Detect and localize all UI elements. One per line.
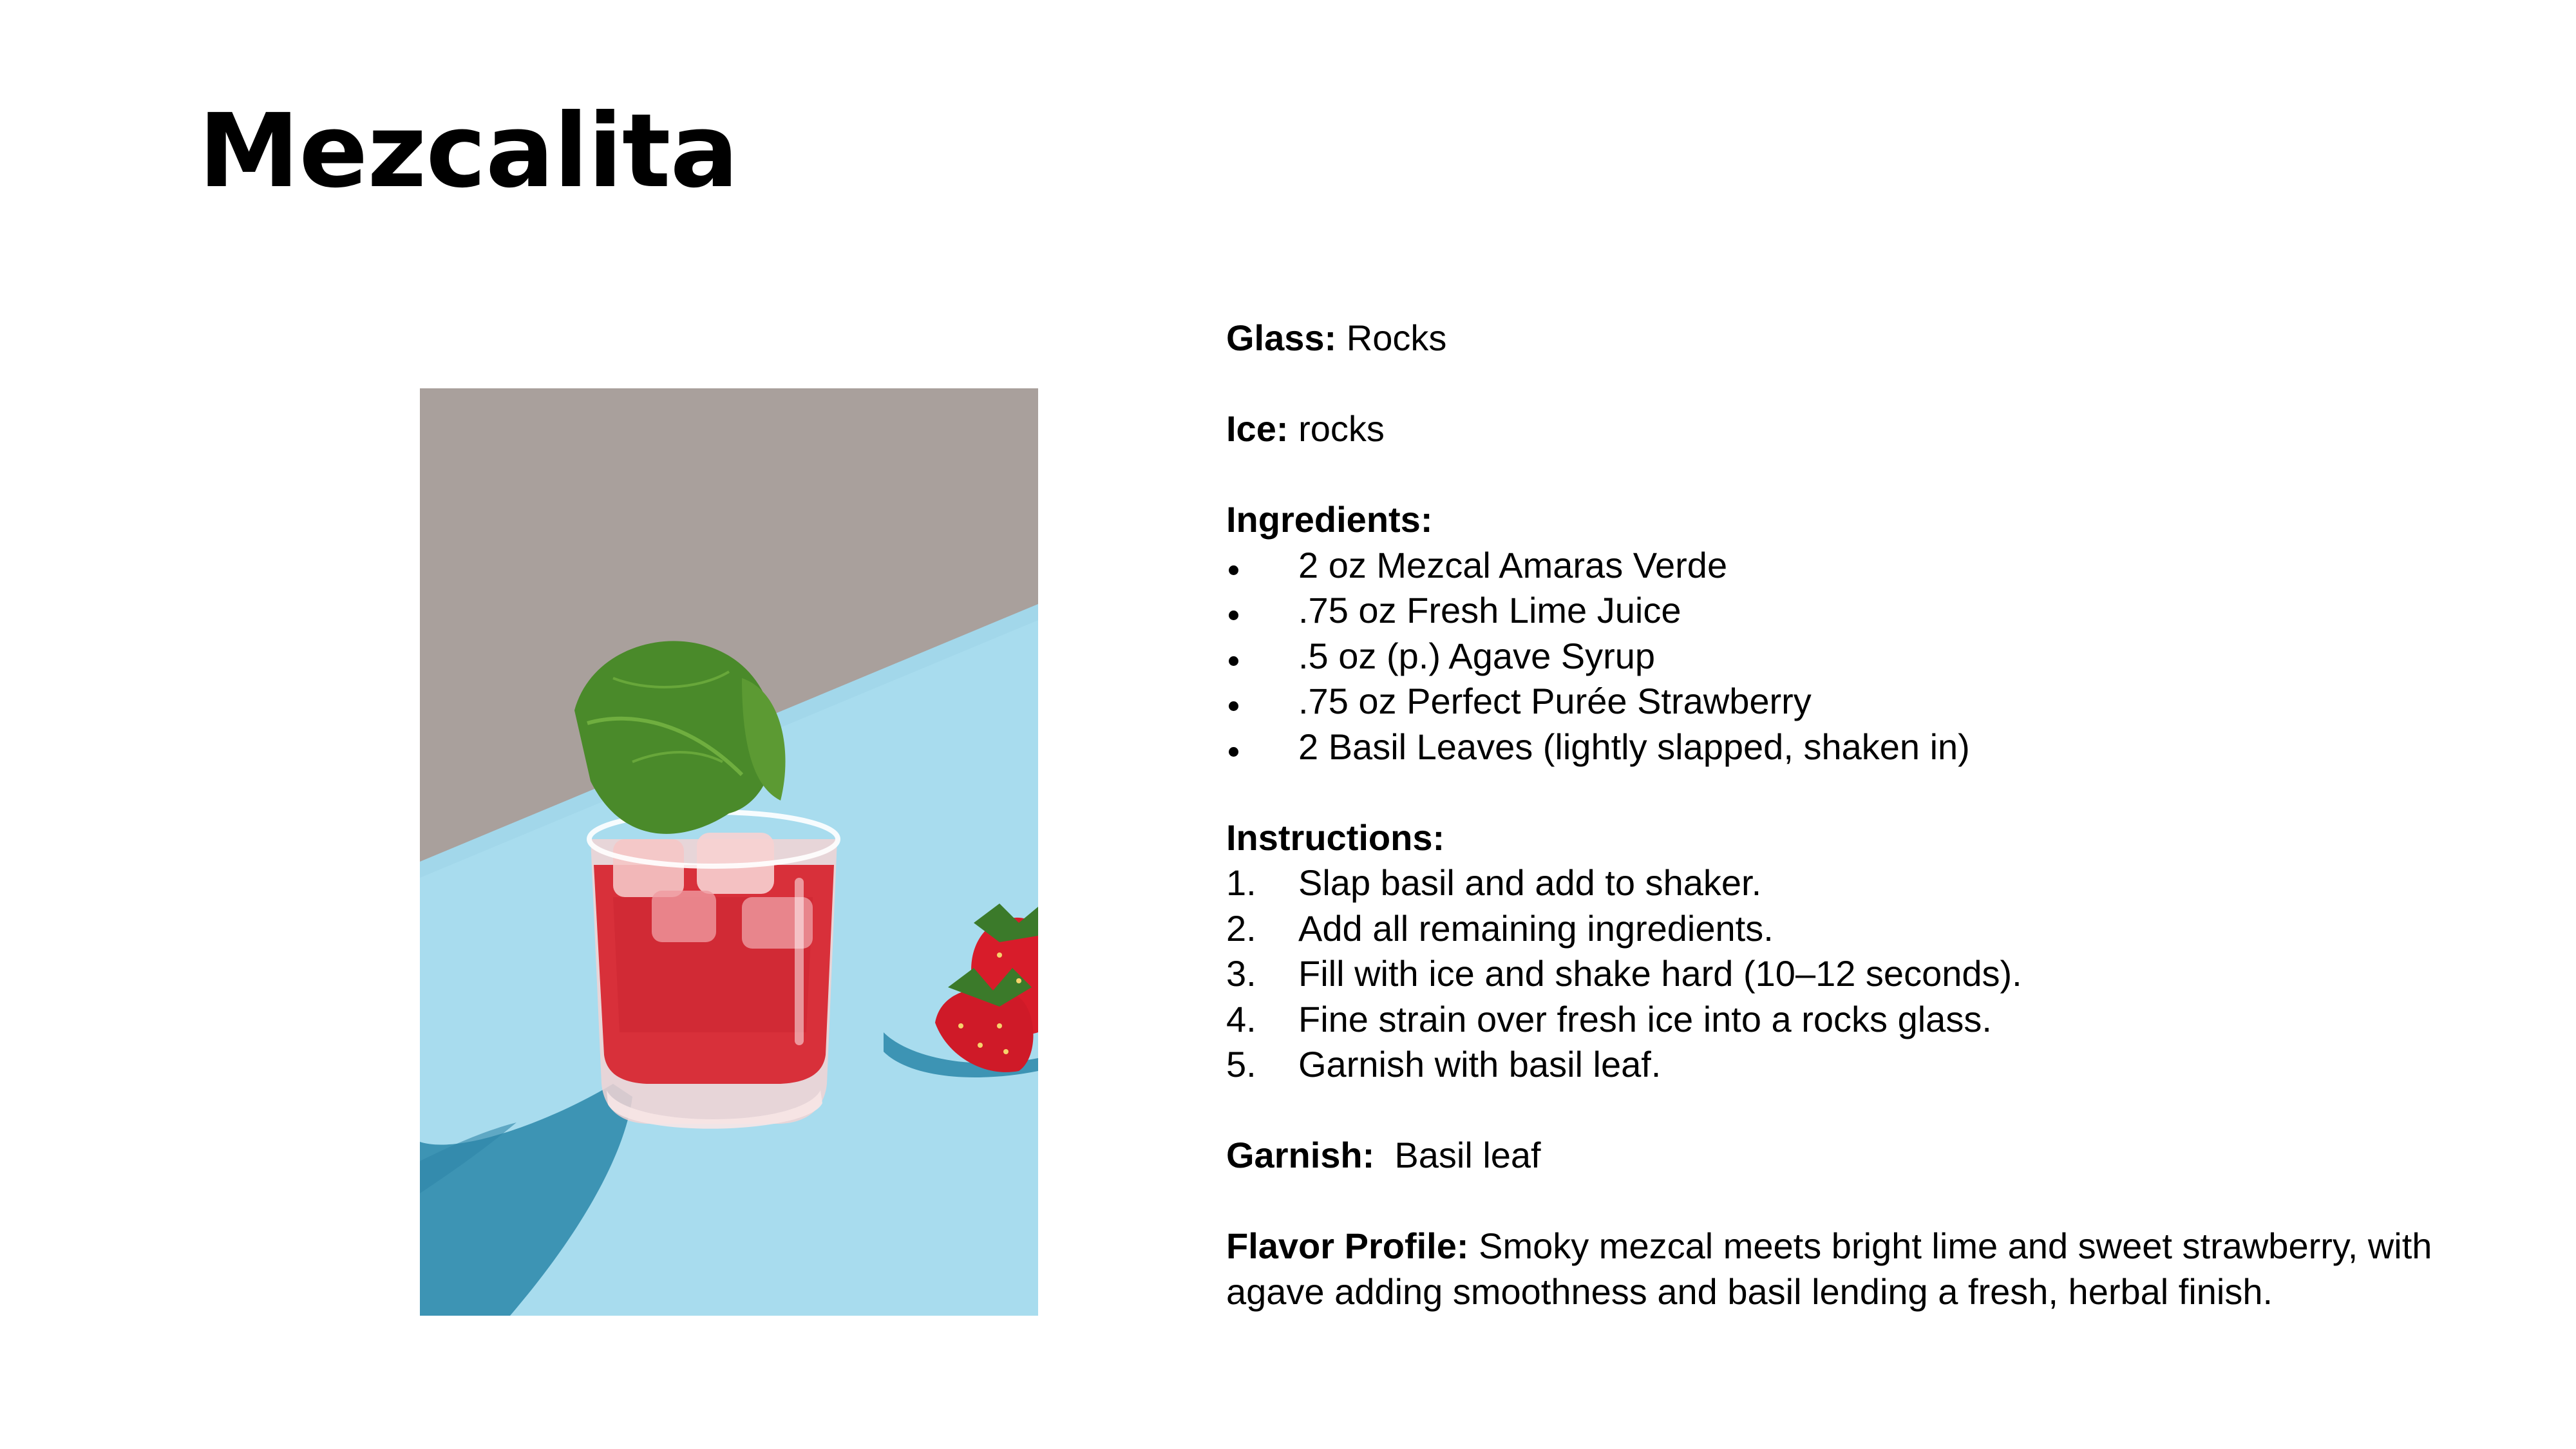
instruction-step: 5. Garnish with basil leaf.	[1226, 1042, 2450, 1088]
flavor-profile	[1226, 1224, 2450, 1314]
instruction-step: 1. Slap basil and add to shaker.	[1226, 860, 2450, 906]
ingredients-list	[1226, 543, 2450, 770]
cocktail-photo-illustration	[420, 388, 1038, 1316]
ice-label: Ice:	[1226, 408, 1289, 449]
bullet-icon	[1229, 565, 1238, 575]
bullet-icon	[1229, 611, 1238, 620]
flavor-label: Flavor Profile:	[1226, 1226, 1469, 1266]
step-number: 4.	[1226, 998, 1256, 1039]
recipe-details	[1226, 316, 2450, 1314]
ingredient-item: 2 oz Mezcal Amaras Verde	[1226, 543, 2450, 589]
ingredient-item: 2 Basil Leaves (lightly slapped, shaken in)	[1226, 724, 2450, 770]
cocktail-photo	[420, 388, 1038, 1316]
instruction-step: 4. Fine strain over fresh ice into a rocks glass.	[1226, 997, 2450, 1043]
instruction-step: 2. Add all remaining ingredients.	[1226, 906, 2450, 952]
ingredients-heading: Ingredients:	[1226, 499, 1433, 540]
bullet-icon	[1229, 747, 1238, 757]
instructions-heading: Instructions:	[1226, 817, 1445, 858]
ingredient-item: .5 oz (p.) Agave Syrup	[1226, 634, 2450, 679]
step-number: 3.	[1226, 953, 1256, 994]
glass-value: Rocks	[1346, 317, 1447, 358]
instructions-list	[1226, 860, 2450, 1088]
garnish-value: Basil leaf	[1394, 1135, 1541, 1175]
ingredient-item: .75 oz Perfect Purée Strawberry	[1226, 679, 2450, 724]
bullet-icon	[1229, 656, 1238, 666]
garnish-line	[1226, 1133, 2450, 1179]
ice-value: rocks	[1298, 408, 1385, 449]
step-number: 2.	[1226, 907, 1256, 949]
glass-label: Glass:	[1226, 317, 1337, 358]
glass-line	[1226, 316, 2450, 361]
instruction-step: 3. Fill with ice and shake hard (10–12 seconds).	[1226, 951, 2450, 997]
ingredient-item: .75 oz Fresh Lime Juice	[1226, 588, 2450, 634]
step-number: 1.	[1226, 862, 1256, 903]
page-title: Mezcalita	[198, 92, 739, 211]
bullet-icon	[1229, 701, 1238, 711]
ice-line	[1226, 406, 2450, 452]
garnish-label: Garnish:	[1226, 1135, 1375, 1175]
flavor-value: Smoky mezcal meets bright lime and sweet strawberry, with agave adding smoothness and basil lending a fresh, herbal finish.	[1226, 1226, 2432, 1312]
step-number: 5.	[1226, 1044, 1256, 1084]
